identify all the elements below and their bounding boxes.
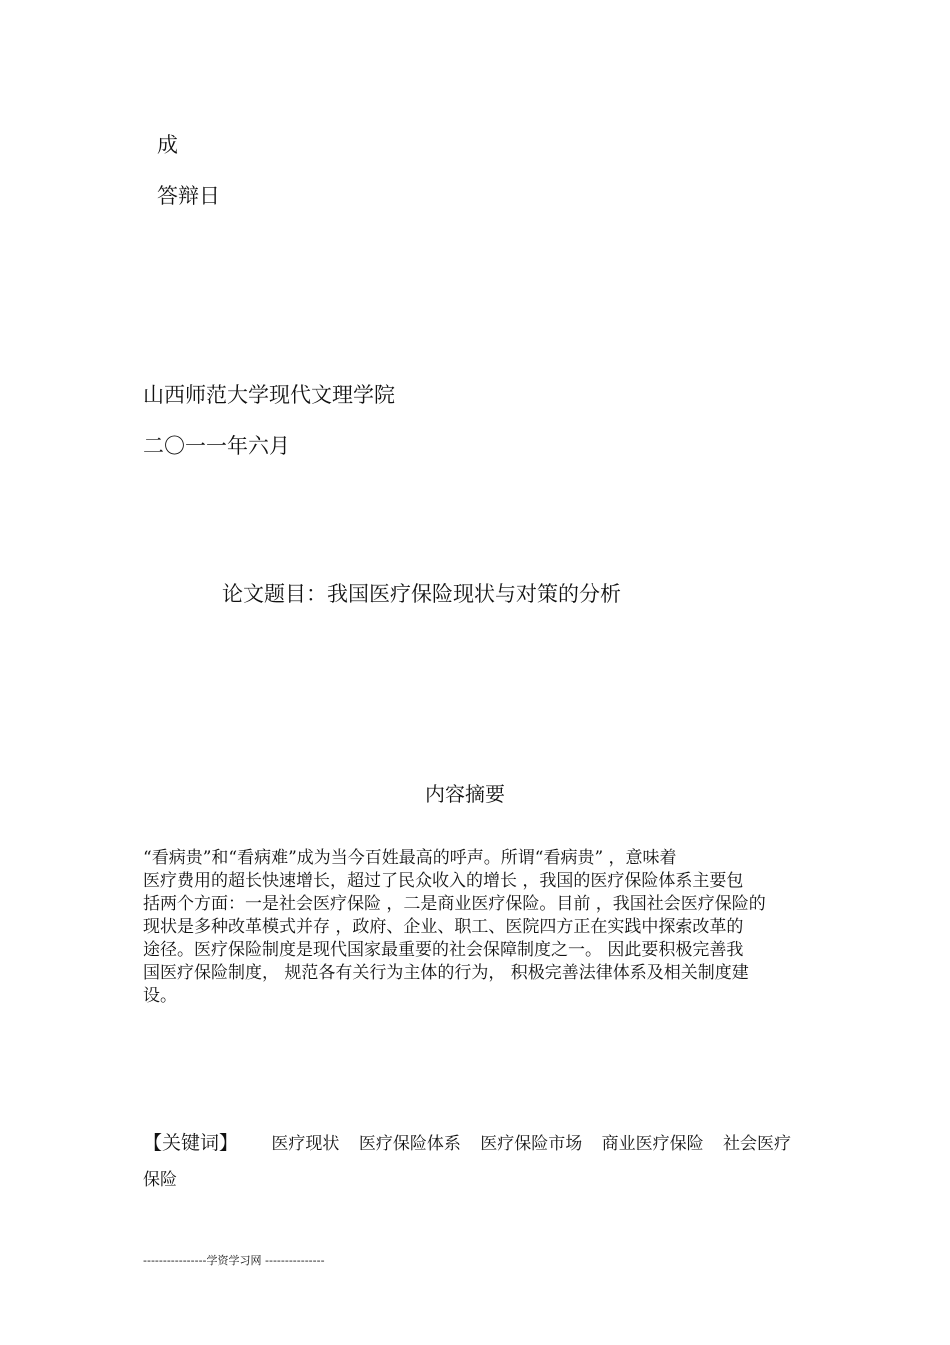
grade-fragment: 成 (157, 133, 178, 157)
defense-date-label: 答辩日 (157, 184, 220, 208)
keyword: 商业医疗保险 (601, 1134, 704, 1154)
keywords-label: 【关键词】 (143, 1132, 239, 1154)
keyword: 医疗保险市场 (480, 1134, 583, 1154)
abstract-line: “看病贵”和“看病难”成为当今百姓最高的呼声。所谓“看病贵” ，意味着 (143, 848, 677, 868)
school-name: 山西师范大学现代文理学院 (143, 383, 395, 407)
keyword: 社会医疗 (723, 1134, 792, 1154)
keywords-row (143, 1128, 805, 1155)
abstract-line: 途径。医疗保险制度是现代国家最重要的社会保障制度之一。 因此要积极完善我 (143, 940, 744, 960)
abstract-line: 现状是多种改革模式并存 ，政府、企业、职工、医院四方正在实践中探索改革的 (143, 917, 744, 937)
abstract-line: 括两个方面：一是社会医疗保险 ，二是商业医疗保险。目前 ，我国社会医疗保险的 (143, 894, 766, 914)
thesis-title: 论文题目：我国医疗保险现状与对策的分析 (222, 582, 621, 606)
abstract-line: 设。 (143, 986, 177, 1006)
keyword: 医疗现状 (271, 1134, 340, 1154)
page-footer: ----------------学资学习网 --------------- (143, 1254, 325, 1267)
keyword-continuation: 保险 (143, 1170, 177, 1190)
abstract-line: 国医疗保险制度， 规范各有关行为主体的行为， 积极完善法律体系及相关制度建 (143, 963, 749, 983)
cover-date: 二〇一一年六月 (143, 434, 290, 458)
keyword: 医疗保险体系 (358, 1134, 461, 1154)
abstract-line: 医疗费用的超长快速增长，超过了民众收入的增长 ，我国的医疗保险体系主要包 (143, 871, 744, 891)
abstract-heading: 内容摘要 (425, 782, 505, 806)
